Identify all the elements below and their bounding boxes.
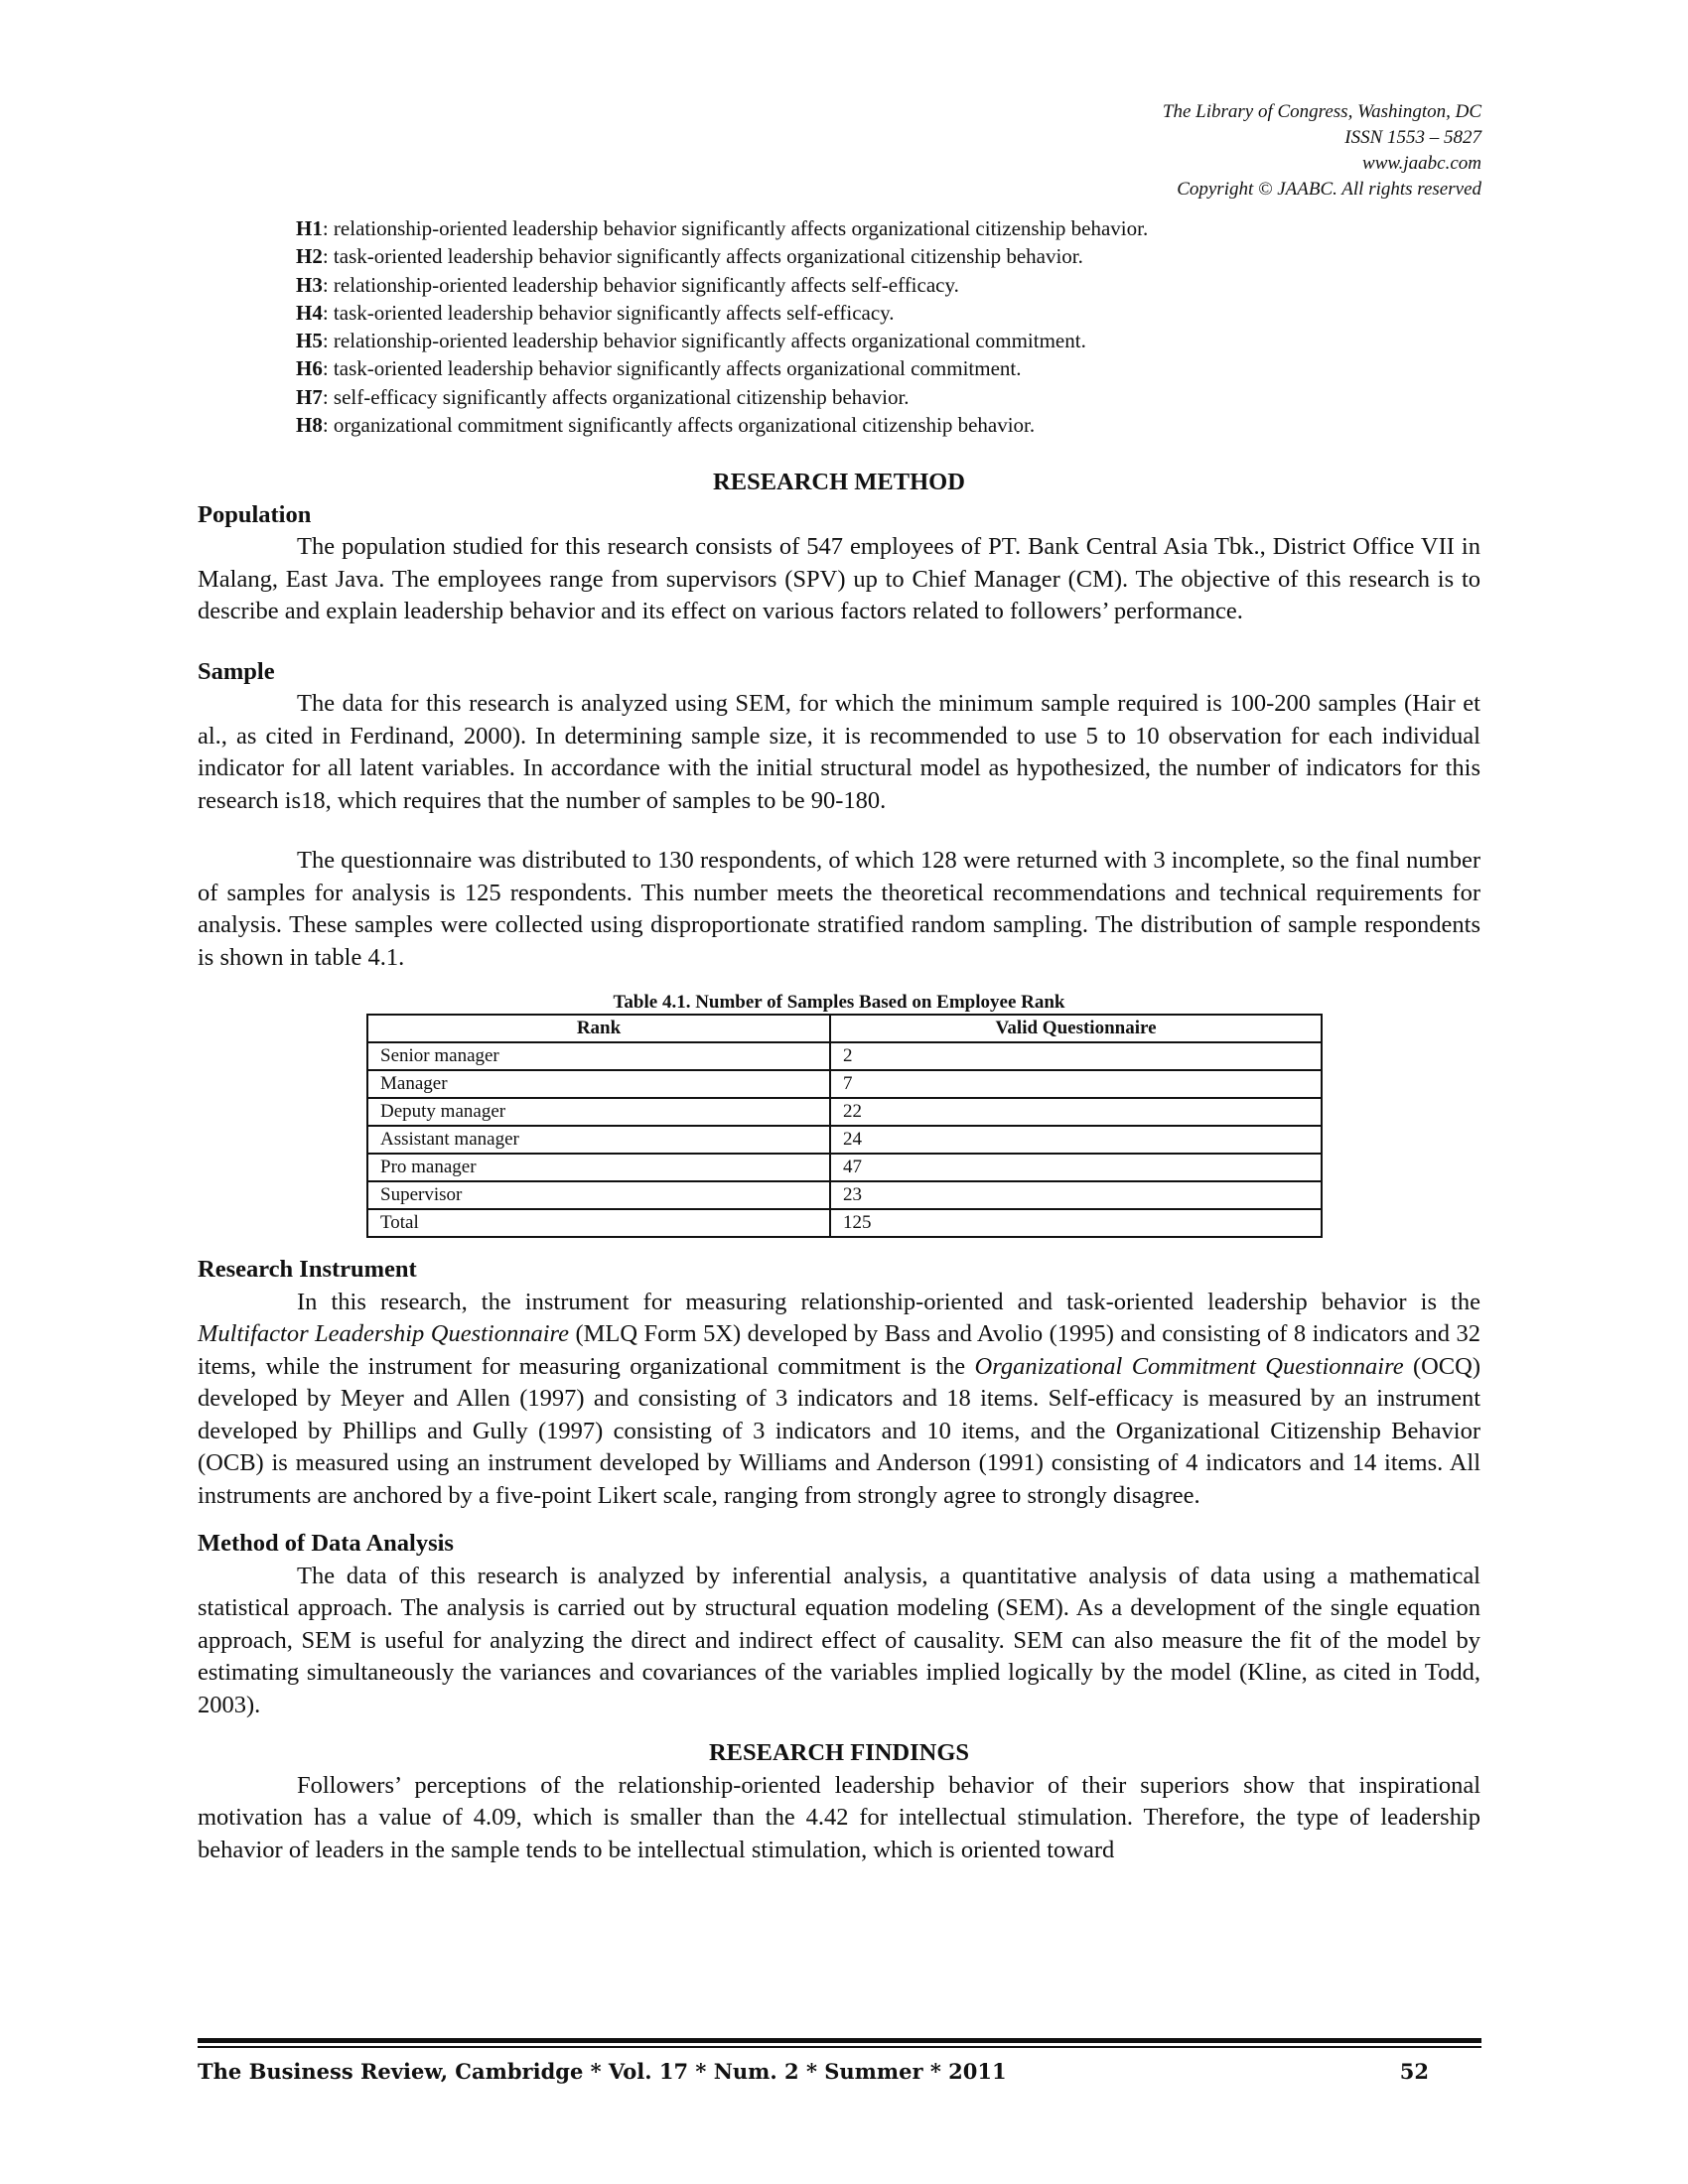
rank-cell: Supervisor xyxy=(367,1181,830,1209)
hypothesis-text: : task-oriented leadership behavior significantly affects self-efficacy. xyxy=(322,300,895,325)
hypothesis-id: H2 xyxy=(296,244,323,269)
hypothesis xyxy=(296,242,1148,270)
table-row xyxy=(367,1154,1322,1181)
value-cell: 2 xyxy=(830,1042,1322,1070)
value-cell: 47 xyxy=(830,1154,1322,1181)
footer-rule xyxy=(198,2046,1481,2048)
table-row xyxy=(367,1126,1322,1154)
table-row xyxy=(367,1209,1322,1237)
hypothesis xyxy=(296,327,1148,354)
hypothesis-text: : task-oriented leadership behavior significantly affects organizational commitment. xyxy=(322,356,1022,381)
section-title-research-method: RESEARCH METHOD xyxy=(713,469,965,495)
hypothesis-id: H6 xyxy=(296,356,323,381)
subheading-sample: Sample xyxy=(198,657,275,685)
rank-cell: Pro manager xyxy=(367,1154,830,1181)
rank-cell: Senior manager xyxy=(367,1042,830,1070)
hypothesis-text: : relationship-oriented leadership behavior significantly affects organizational citizenship behavior. xyxy=(322,216,1149,240)
analysis-paragraph: The data of this research is analyzed by inferential analysis, a quantitative analysis of data using a mathematical statistical approach. The analysis is carried out by structural equation modeling (SEM). As a development of the single equation approach, SEM is useful for analyzing the direct and indirect effect of causality. SEM can also measure the fit of the model by estimating simultaneously the variances and covariances of the variables implied logically by the model (Kline, as cited in Todd, 2003). xyxy=(198,1562,1480,1718)
table-header-cell: Rank xyxy=(367,1015,830,1042)
value-cell: 7 xyxy=(830,1070,1322,1098)
table-header-row xyxy=(367,1015,1322,1042)
footer-journal: The Business Review, Cambridge * Vol. 17 * Num. 2 * Summer * 2011 xyxy=(198,2059,1007,2084)
hypothesis xyxy=(296,271,1148,299)
hypothesis-text: : self-efficacy significantly affects organizational citizenship behavior. xyxy=(322,384,910,409)
value-cell: 24 xyxy=(830,1126,1322,1154)
subheading-population: Population xyxy=(198,500,312,528)
table-row xyxy=(367,1181,1322,1209)
value-cell: 22 xyxy=(830,1098,1322,1126)
table-caption: Table 4.1. Number of Samples Based on Employee Rank xyxy=(613,992,1065,1013)
instrument-text: (MLQ Form 5X) developed by Bass and Avolio (1995) and consisting of 8 indicators and 32 items, while the instrument for measuring organizational commitment is the xyxy=(198,1320,1480,1380)
instrument-text: In this research, the instrument for measuring relationship-oriented and task-oriented leadership behavior is the xyxy=(297,1288,1480,1315)
footer-rule xyxy=(198,2038,1481,2043)
table-row xyxy=(367,1098,1322,1126)
rank-cell: Deputy manager xyxy=(367,1098,830,1126)
hypothesis xyxy=(296,383,1148,411)
journal-header xyxy=(1163,99,1481,203)
hypothesis xyxy=(296,299,1148,327)
rank-cell: Manager xyxy=(367,1070,830,1098)
section-title-research-findings: RESEARCH FINDINGS xyxy=(708,1739,970,1766)
page-number: 52 xyxy=(1399,2059,1429,2084)
table-row xyxy=(367,1042,1322,1070)
value-cell: 23 xyxy=(830,1181,1322,1209)
value-cell: 125 xyxy=(830,1209,1322,1237)
hypothesis xyxy=(296,411,1148,439)
subheading-research-instrument: Research Instrument xyxy=(198,1256,417,1283)
header-line: Copyright © JAABC. All rights reserved xyxy=(1177,179,1481,200)
hypothesis-id: H3 xyxy=(296,272,323,297)
hypothesis xyxy=(296,214,1148,242)
instrument-text: (OCQ) developed by Meyer and Allen (1997) and consisting of 3 indicators and 18 items. Self-efficacy is measured by an instrument developed by Phillips and Gully (1997) consisting of 3 indicators and 10 items, and the Organizational Citizenship Behavior (OCB) is measured using an instrument developed by Williams and Anderson (1991) consisting of 4 indicators and 14 items. All instruments are anchored by a five-point Likert scale, ranging from strongly agree to strongly disagree. xyxy=(198,1352,1480,1509)
rank-cell: Total xyxy=(367,1209,830,1237)
page-footer xyxy=(198,2059,1429,2084)
subheading-data-analysis: Method of Data Analysis xyxy=(198,1530,454,1557)
ocq-title: Organizational Commitment Questionnaire xyxy=(974,1352,1404,1380)
instrument-paragraph xyxy=(198,1287,1480,1513)
findings-paragraph: Followers’ perceptions of the relationship-oriented leadership behavior of their superiors show that inspirational motivation has a value of 4.09, which is smaller than the 4.42 for intellectual stimulation. Therefore, the type of leadership behavior of leaders in the sample tends to be intellectual stimulation, which is oriented toward xyxy=(198,1771,1480,1863)
table-header-cell: Valid Questionnaire xyxy=(830,1015,1322,1042)
header-line: ISSN 1553 – 5827 xyxy=(1344,127,1481,148)
table-row xyxy=(367,1070,1322,1098)
header-line: www.jaabc.com xyxy=(1362,153,1481,174)
sample-paragraph-2: The questionnaire was distributed to 130 respondents, of which 128 were returned with 3 incomplete, so the final number of samples for analysis is 125 respondents. This number meets the theoretical recommendations and technical requirements for analysis. These samples were collected using disproportionate stratified random sampling. The distribution of sample respondents is shown in table 4.1. xyxy=(198,847,1480,971)
rank-cell: Assistant manager xyxy=(367,1126,830,1154)
hypothesis-text: : organizational commitment significantly affects organizational citizenship behavior. xyxy=(322,413,1036,438)
hypothesis xyxy=(296,354,1148,382)
hypothesis-text: : relationship-oriented leadership behavior significantly affects self-efficacy. xyxy=(322,272,959,297)
hypothesis-id: H7 xyxy=(296,384,323,409)
hypothesis-id: H1 xyxy=(296,216,323,240)
hypothesis-text: : relationship-oriented leadership behavior significantly affects organizational commitment. xyxy=(322,329,1086,353)
population-paragraph: The population studied for this research consists of 547 employees of PT. Bank Central Asia Tbk., District Office VII in Malang, East Java. The employees range from supervisors (SPV) up to Chief Manager (CM). The objective of this research is to describe and explain leadership behavior and its effect on various factors related to followers’ performance. xyxy=(198,533,1480,624)
hypotheses-list xyxy=(296,214,1148,439)
mlq-title: Multifactor Leadership Questionnaire xyxy=(198,1320,570,1347)
samples-table xyxy=(366,1014,1323,1238)
main-content xyxy=(198,467,1480,1866)
sample-paragraph: The data for this research is analyzed using SEM, for which the minimum sample required is 100-200 samples (Hair et al., as cited in Ferdinand, 2000). In determining sample size, it is recommended to use 5 to 10 observation for each individual indicator for all latent variables. In accordance with the initial structural model as hypothesized, the number of indicators for this research is18, which requires that the number of samples to be 90-180. xyxy=(198,690,1480,814)
header-line: The Library of Congress, Washington, DC xyxy=(1162,101,1481,122)
hypothesis-id: H8 xyxy=(296,413,323,438)
hypothesis-id: H4 xyxy=(296,300,323,325)
hypothesis-id: H5 xyxy=(296,329,323,353)
hypothesis-text: : task-oriented leadership behavior significantly affects organizational citizenship behavior. xyxy=(322,244,1083,269)
